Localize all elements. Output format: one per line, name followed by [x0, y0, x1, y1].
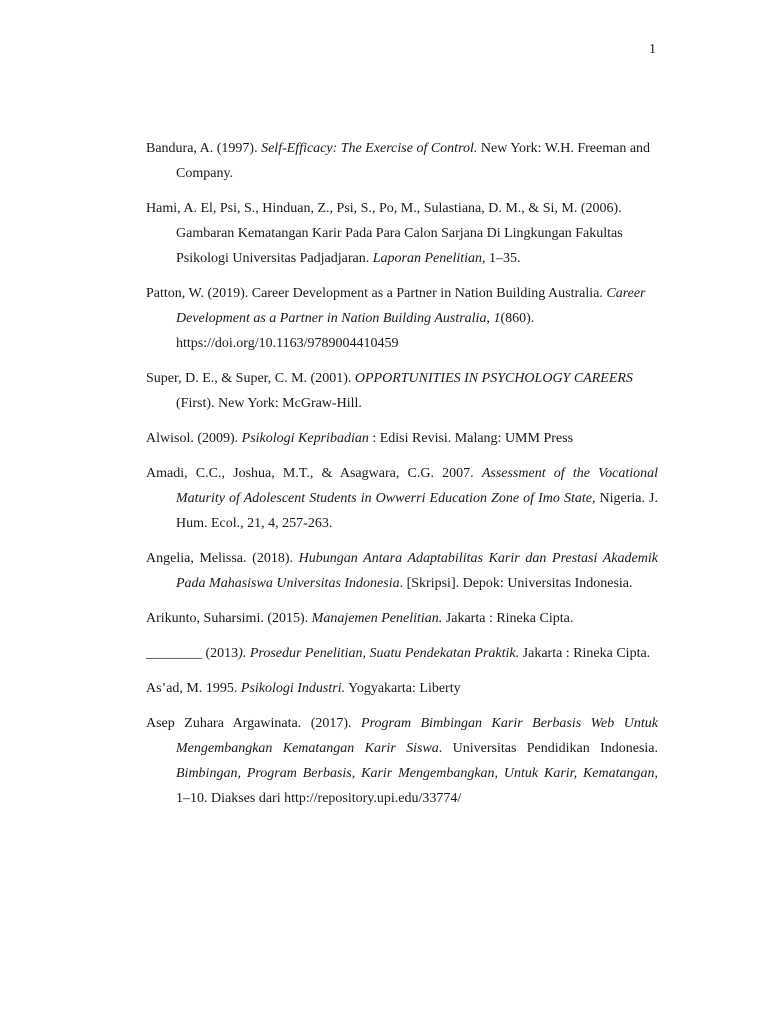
reference-italic-text: OPPORTUNITIES IN PSYCHOLOGY CAREERS — [354, 371, 633, 386]
reference-text: . [Skripsi]. Depok: Universitas Indonesia. — [399, 576, 633, 591]
reference-italic-text: Assessment of the Vocational Maturity of Adolescent Students in Owwerri Education Zone of Imo State, — [176, 466, 658, 506]
reference-italic-text: Psikologi Industri. — [240, 681, 346, 696]
reference-text: Jakarta : Rineka Cipta. — [442, 611, 574, 626]
reference-text: Hami, A. El, Psi, S., Hinduan, Z., Psi, S., Po, M., Sulastiana, D. M., & Si, M. (2006). Gambaran Kematangan Karir Pada Para Calon Sarjana Di Lingkungan Fakultas Psikologi Universitas Padjadjaran. — [146, 201, 623, 266]
reference-entry-bandura — [146, 136, 658, 186]
reference-entry-amadi — [146, 461, 658, 536]
reference-text: Amadi, C.C., Joshua, M.T., & Asagwara, C.G. 2007. — [146, 466, 482, 481]
reference-italic-text: Laporan Penelitian — [372, 251, 483, 266]
reference-text: (First). New York: McGraw-Hill. — [176, 396, 362, 411]
reference-entry-argawinata — [146, 711, 658, 811]
reference-text: Jakarta : Rineka Cipta. — [519, 646, 651, 661]
reference-text: : Edisi Revisi. Malang: UMM Press — [368, 431, 574, 446]
reference-italic-text: ). Prosedur Penelitian, Suatu Pendekatan Praktik. — [238, 646, 520, 661]
reference-entry-arikunto2015 — [146, 606, 658, 631]
reference-text: Patton, W. (2019). Career Development as a Partner in Nation Building Australia. — [146, 286, 607, 301]
reference-italic-text: 1 — [493, 311, 501, 326]
reference-text: , 1–35. — [482, 251, 521, 266]
reference-text: Alwisol. (2009). — [146, 431, 242, 446]
reference-entry-super — [146, 366, 658, 416]
reference-list — [146, 136, 658, 821]
reference-text: , — [486, 311, 494, 326]
reference-text: Yogyakarta: Liberty — [345, 681, 461, 696]
reference-text: New York: W.H. Freeman and Company. — [176, 141, 651, 181]
reference-text: (860). https://doi.org/10.1163/9789004410459 — [176, 311, 535, 351]
reference-text: Nigeria. J. Hum. Ecol., 21, 4, 257-263. — [176, 491, 658, 531]
reference-italic-text: Career Development as a Partner in Nation Building Australia — [176, 286, 646, 326]
reference-text: Arikunto, Suharsimi. (2015). — [146, 611, 312, 626]
reference-text: . Universitas Pendidikan Indonesia. — [438, 741, 659, 756]
reference-italic-text: Hubungan Antara Adaptabilitas Karir dan Prestasi Akademik Pada Mahasiswa Universitas Indonesia — [176, 551, 658, 591]
reference-entry-hami — [146, 196, 658, 271]
reference-text: Super, D. E., & Super, C. M. (2001). — [146, 371, 355, 386]
reference-entry-angelia — [146, 546, 658, 596]
page-number: 1 — [649, 42, 656, 57]
reference-italic-text: Self-Efficacy: The Exercise of Control. — [261, 141, 478, 156]
reference-text: Asep Zuhara Argawinata. (2017). — [146, 716, 362, 731]
reference-text: ________ (2013 — [146, 646, 239, 661]
reference-italic-text: Bimbingan, Program Berbasis, Karir Mengembangkan, Untuk Karir, Kematangan — [176, 766, 655, 781]
reference-entry-alwisol — [146, 426, 658, 451]
reference-text: As’ad, M. 1995. — [146, 681, 241, 696]
reference-italic-text: Manajemen Penelitian. — [311, 611, 443, 626]
reference-entry-patton — [146, 281, 658, 356]
reference-italic-text: Psikologi Kepribadian — [241, 431, 369, 446]
reference-italic-text: Program Bimbingan Karir Berbasis Web Untuk Mengembangkan Kematangan Karir Siswa — [176, 716, 658, 756]
reference-entry-asad — [146, 676, 658, 701]
reference-text: , 1–10. Diakses dari http://repository.upi.edu/33774/ — [176, 766, 658, 806]
reference-text: Bandura, A. (1997). — [146, 141, 262, 156]
reference-entry-arikunto2013 — [146, 641, 658, 666]
reference-text: Angelia, Melissa. (2018). — [146, 551, 299, 566]
